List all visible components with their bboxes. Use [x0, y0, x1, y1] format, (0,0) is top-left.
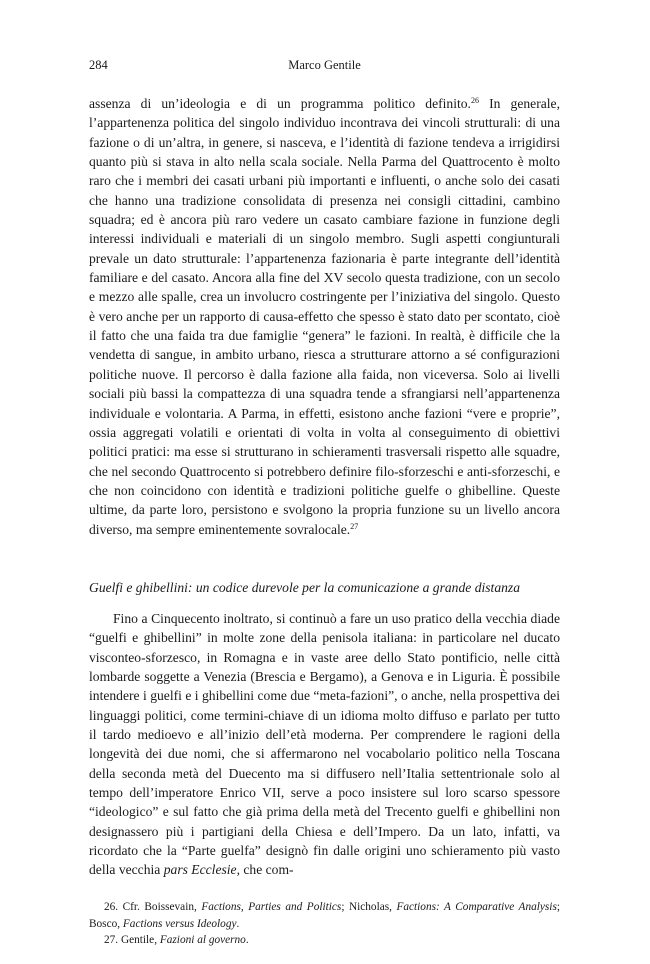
footnote-26 [89, 899, 560, 933]
footnote-27-prefix: 27. Gentile, [104, 934, 160, 947]
footnote-26-title-1: Factions, Parties and Politics [201, 900, 342, 913]
paragraph-1-text-b: In generale, l’appartenenza politica del singolo individuo incontrava dei vincoli strutturali: di una fazione o di un’altra, in genere, si nasceva, e l’identità di fazione tendeva a irrigidirsi quanto più si stava in alto nella scala sociale. Nella Parma del Quattrocento è molto raro che i membri dei casati urbani più importanti e influenti, o anche solo dei casati che hanno una tradizione consolidata di presenza nei consigli cittadini, cambino squadra; ed è ancora più raro vedere un casato cambiare fazione in funzione degli interessi individuali e materiali di un singolo membro. Sugli aspetti congiunturali prevale un dato strutturale: l’appartenenza fazionaria è parte integrante dell’identità familiare e del casato. Ancora alla fine del XV secolo questa tradizione, con un secolo e mezzo alle spalle, crea un involucro costringente per l’iniziativa del singolo. Questo è vero anche per un rapporto di causa-effetto che spesso è stato dato per scontato, cioè il fatto che una faida tra due famiglie “genera” le fazioni. In realtà, è difficile che la vendetta di sangue, in ambito urbano, riesca a strutturare attorno a sé configurazioni politiche nuove. Il percorso è dalla fazione alla faida, non viceversa. Solo ai livelli sociali più bassi la compattezza di una squadra tende a sfrangiarsi nell’appartenenza individuale e volontaria. A Parma, in effetti, esistono anche fazioni “vere e proprie”, ossia aggregati volatili e orientati di volta in volta al conseguimento di obiettivi politici pratici: ma esse si strutturano in schieramenti trasversali rispetto alle squadre, che nel secondo Quattrocento si potrebbero definire filo-sforzeschi e anti-sforzeschi, e che non coincidono con identità e tradizioni politiche guelfe o ghibelline. Queste ultime, da parte loro, persistono e svolgono la propria funzione su un livello ancora diverso, ma sempre eminentemente sovralocale. [89, 96, 560, 537]
running-head [89, 58, 560, 76]
footnote-27-title: Fazioni al governo [159, 934, 246, 947]
footnote-26-prefix: 26. Cfr. Boissevain, [104, 900, 202, 913]
body-text-section [89, 609, 560, 880]
page-number: 284 [89, 58, 108, 72]
section-heading: Guelfi e ghibellini: un codice durevole per la comunicazione a grande distanza [89, 579, 521, 595]
paragraph-section-start [89, 609, 560, 880]
book-page [89, 58, 560, 949]
body-text-top [89, 94, 560, 539]
footnote-ref-27[interactable]: 27 [350, 521, 359, 531]
footnote-26-sep-2: ; Bosco, [89, 900, 560, 930]
paragraph-2-text-b: , che com- [236, 862, 294, 878]
footnote-26-end: . [236, 917, 240, 930]
footnote-27-end: . [245, 934, 249, 947]
paragraph-2-text-a: Fino a Cinquecento inoltrato, si continuò a fare un uso pratico della vecchia diade “guelfi e ghibellini” in molte zone della penisola italiana: in particolare nel ducato visconteo-sforzesco, in Romagna e in vaste aree dello Stato pontificio, nelle città lombarde soggette a Venezia (Brescia e Bergamo), a Genova e in Liguria. È possibile intendere i guelfi e i ghibellini come due “meta-fazioni”, o anche, nella prospettiva dei linguaggi politici, come termini-chiave di un idioma molto diffuso e parlato per tutto il tardo medioevo e all’inizio dell’età moderna. Per comprendere le ragioni della longevità dei due nomi, che si affermarono nel vocabolario politico nella Toscana della seconda metà del Duecento ma si diffusero nell’Italia settentrionale solo al tempo dell’imperatore Enrico VII, serve a poco insistere sul loro scarso spessore “ideologico” e sul fatto che già prima della metà del Trecento guelfi e ghibellini non designassero più i partigiani della Chiesa e dell’Impero. Da un lato, infatti, va ricordato che la “Parte guelfa” designò fin dalle origini uno schieramento più vasto della vecchia [89, 610, 560, 878]
footnote-26-title-2: Factions: A Comparative Analysis [396, 900, 557, 913]
footnote-ref-26[interactable]: 26 [470, 96, 479, 105]
footnote-26-title-3: Factions versus Ideology [122, 917, 237, 930]
paragraph-1-text-a: assenza di un’ideologia e di un programma politico definito. [89, 96, 471, 111]
footnote-26-sep-1: ; Nicholas, [341, 900, 397, 913]
paragraph-2-latin-term: pars Ecclesie [163, 862, 237, 878]
footnote-27 [89, 932, 560, 949]
running-title: Marco Gentile [288, 58, 361, 72]
paragraph-continuation [89, 94, 560, 539]
footnotes [89, 899, 560, 949]
